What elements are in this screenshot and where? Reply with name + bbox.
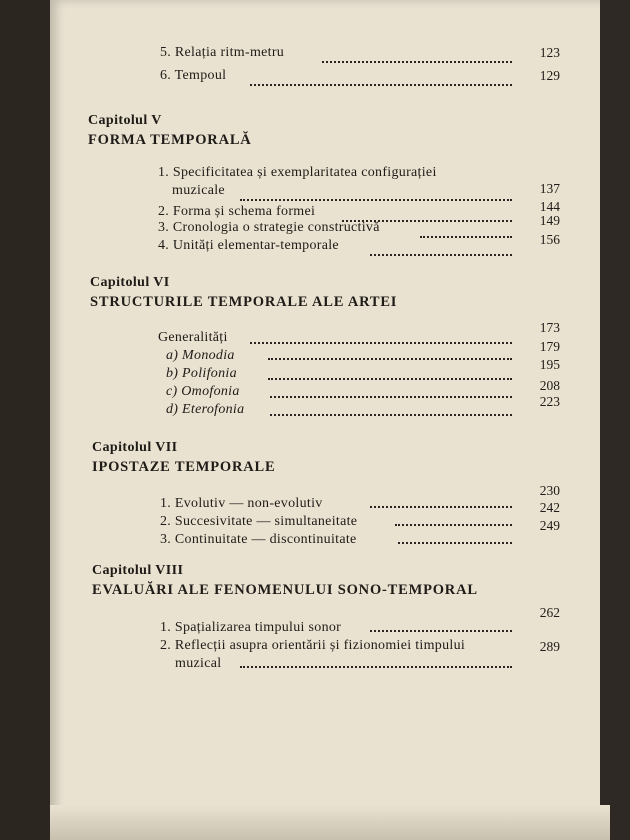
chapter-heading: Capitolul VII [92, 440, 178, 455]
toc-entry-label: 5. Relația ritm-metru [160, 45, 285, 60]
toc-entry-label: a) Monodia [166, 348, 235, 363]
toc-page-number: 144 [539, 199, 560, 214]
toc-page-number: 149 [539, 213, 560, 228]
toc-entry-label: 4. Unități elementar-temporale [158, 238, 339, 253]
dot-leader [370, 492, 512, 508]
toc-entry-label: b) Polifonia [166, 366, 237, 381]
toc-page-number: 230 [539, 483, 560, 498]
dot-leader [270, 382, 512, 398]
toc-page-number: 179 [539, 339, 560, 354]
toc-entry-continuation: muzical [175, 656, 222, 671]
toc-page-number: 223 [539, 394, 560, 409]
toc-entry-label: 2. Reflecții asupra orientării și fizionomiei timpului [160, 638, 466, 653]
toc-page-number: 289 [539, 639, 560, 654]
toc-entry-label: 6. Tempoul [160, 68, 227, 83]
chapter-heading: Capitolul V [88, 113, 162, 128]
toc-entry-label: 3. Cronologia o strategie constructivă [158, 220, 380, 235]
toc-entry-label: 2. Forma și schema formei [158, 204, 316, 219]
dot-leader [398, 528, 512, 544]
dot-leader [268, 364, 512, 380]
toc-page-number: 249 [539, 518, 560, 533]
dot-leader [420, 222, 512, 238]
toc-page-number: 262 [539, 605, 560, 620]
dot-leader [240, 185, 512, 201]
toc-page-number: 129 [539, 68, 560, 83]
toc-page-number: 242 [539, 500, 560, 515]
toc-entry-label: d) Eterofonia [166, 402, 245, 417]
dot-leader [395, 510, 512, 526]
chapter-heading: Capitolul VI [90, 275, 170, 290]
toc-page-number: 137 [539, 181, 560, 196]
dot-leader [250, 328, 512, 344]
chapter-title: IPOSTAZE TEMPORALE [92, 459, 276, 475]
dot-leader [240, 652, 512, 668]
toc-entry-label: 1. Spațializarea timpului sonor [160, 620, 342, 635]
chapter-title: FORMA TEMPORALĂ [88, 132, 252, 148]
toc-entry-label: 1. Evolutiv — non-evolutiv [160, 496, 323, 511]
dot-leader [370, 240, 512, 256]
toc-entry-continuation: muzicale [172, 183, 225, 198]
toc-page-number: 208 [539, 378, 560, 393]
dot-leader [322, 47, 512, 63]
toc-entry-label: 1. Specificitatea și exemplaritatea configurației [158, 165, 437, 180]
dot-leader [268, 344, 512, 360]
chapter-title: EVALUĂRI ALE FENOMENULUI SONO-TEMPORAL [92, 582, 478, 598]
chapter-heading: Capitolul VIII [92, 563, 184, 578]
toc-entry-label: Generalități [158, 330, 228, 345]
dot-leader [270, 400, 512, 416]
toc-entry-label: 3. Continuitate — discontinuitate [160, 532, 357, 547]
dot-leader [250, 70, 512, 86]
toc-page-number: 173 [539, 320, 560, 335]
toc-page-number: 156 [539, 232, 560, 247]
toc-page-number: 195 [539, 357, 560, 372]
chapter-title: STRUCTURILE TEMPORALE ALE ARTEI [90, 294, 398, 310]
toc-page-number: 123 [539, 45, 560, 60]
toc-entry-label: c) Omofonia [166, 384, 240, 399]
dot-leader [370, 616, 512, 632]
toc-entry-label: 2. Succesivitate — simultaneitate [160, 514, 358, 529]
